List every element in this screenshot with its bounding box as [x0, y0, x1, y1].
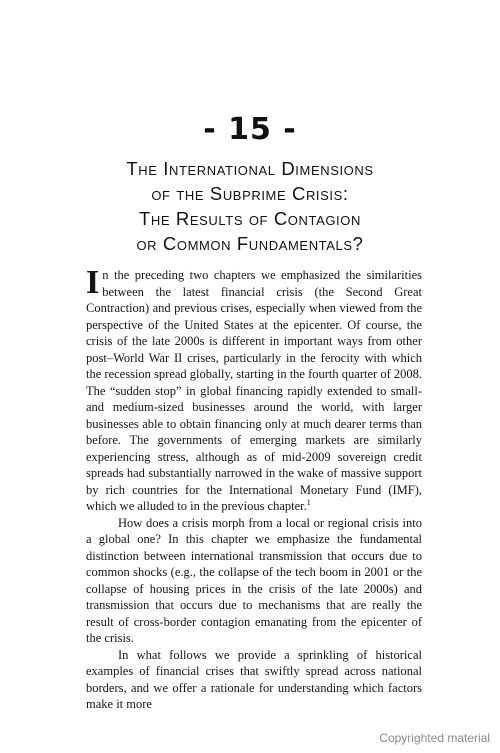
body-paragraph	[86, 264, 422, 515]
footnote-reference[interactable]: 1	[306, 497, 311, 507]
chapter-title-line: of the Subprime Crisis:	[151, 183, 349, 204]
body-paragraph: In what follows we provide a sprinkling of historical examples of financial crises that swiftly spread across national borders, and we offer a rationale for understanding which factors make it more	[86, 647, 422, 711]
chapter-title	[0, 156, 500, 256]
chapter-number: - 15 -	[203, 112, 297, 147]
copyright-watermark: Copyrighted material	[379, 731, 490, 745]
chapter-body	[86, 264, 422, 713]
chapter-title-line: The International Dimensions	[126, 158, 374, 179]
chapter-title-line: The Results of Contagion	[139, 208, 361, 229]
paragraph-text: n the preceding two chapters we emphasized the similarities between the latest financial crisis (the Second Great Contraction) and previous crises, especially when viewed from the perspective of the United States at the epicenter. Of course, the crisis of the late 2000s is different in important ways from other post–World War II crises, particularly in the ferocity with which the recession spread globally, starting in the fourth quarter of 2008. The “sudden stop” in global financing rapidly extended to small- and medium-sized businesses around the world, with larger businesses able to obtain financing only at much dearer terms than before. The governments of emerging markets are similarly experiencing stress, although as of mid-2009 sovereign credit spreads had substantially narrowed in the wake of massive support by rich countries for the International Monetary Fund (IMF), which we alluded to in the previous chapter.	[86, 268, 422, 513]
body-paragraph: How does a crisis morph from a local or regional crisis into a global one? In this chapter we emphasize the fundamental distinction between international transmission that occurs due to common shocks (e.g., the collapse of the tech boom in 2001 or the collapse of housing prices in the crisis of the late 2000s) and transmission that occurs due to mechanisms that are really the result of cross-border contagion emanating from the epicenter of the crisis.	[86, 515, 422, 645]
drop-cap: I	[86, 264, 100, 301]
chapter-title-line: or Common Fundamentals?	[136, 233, 364, 254]
